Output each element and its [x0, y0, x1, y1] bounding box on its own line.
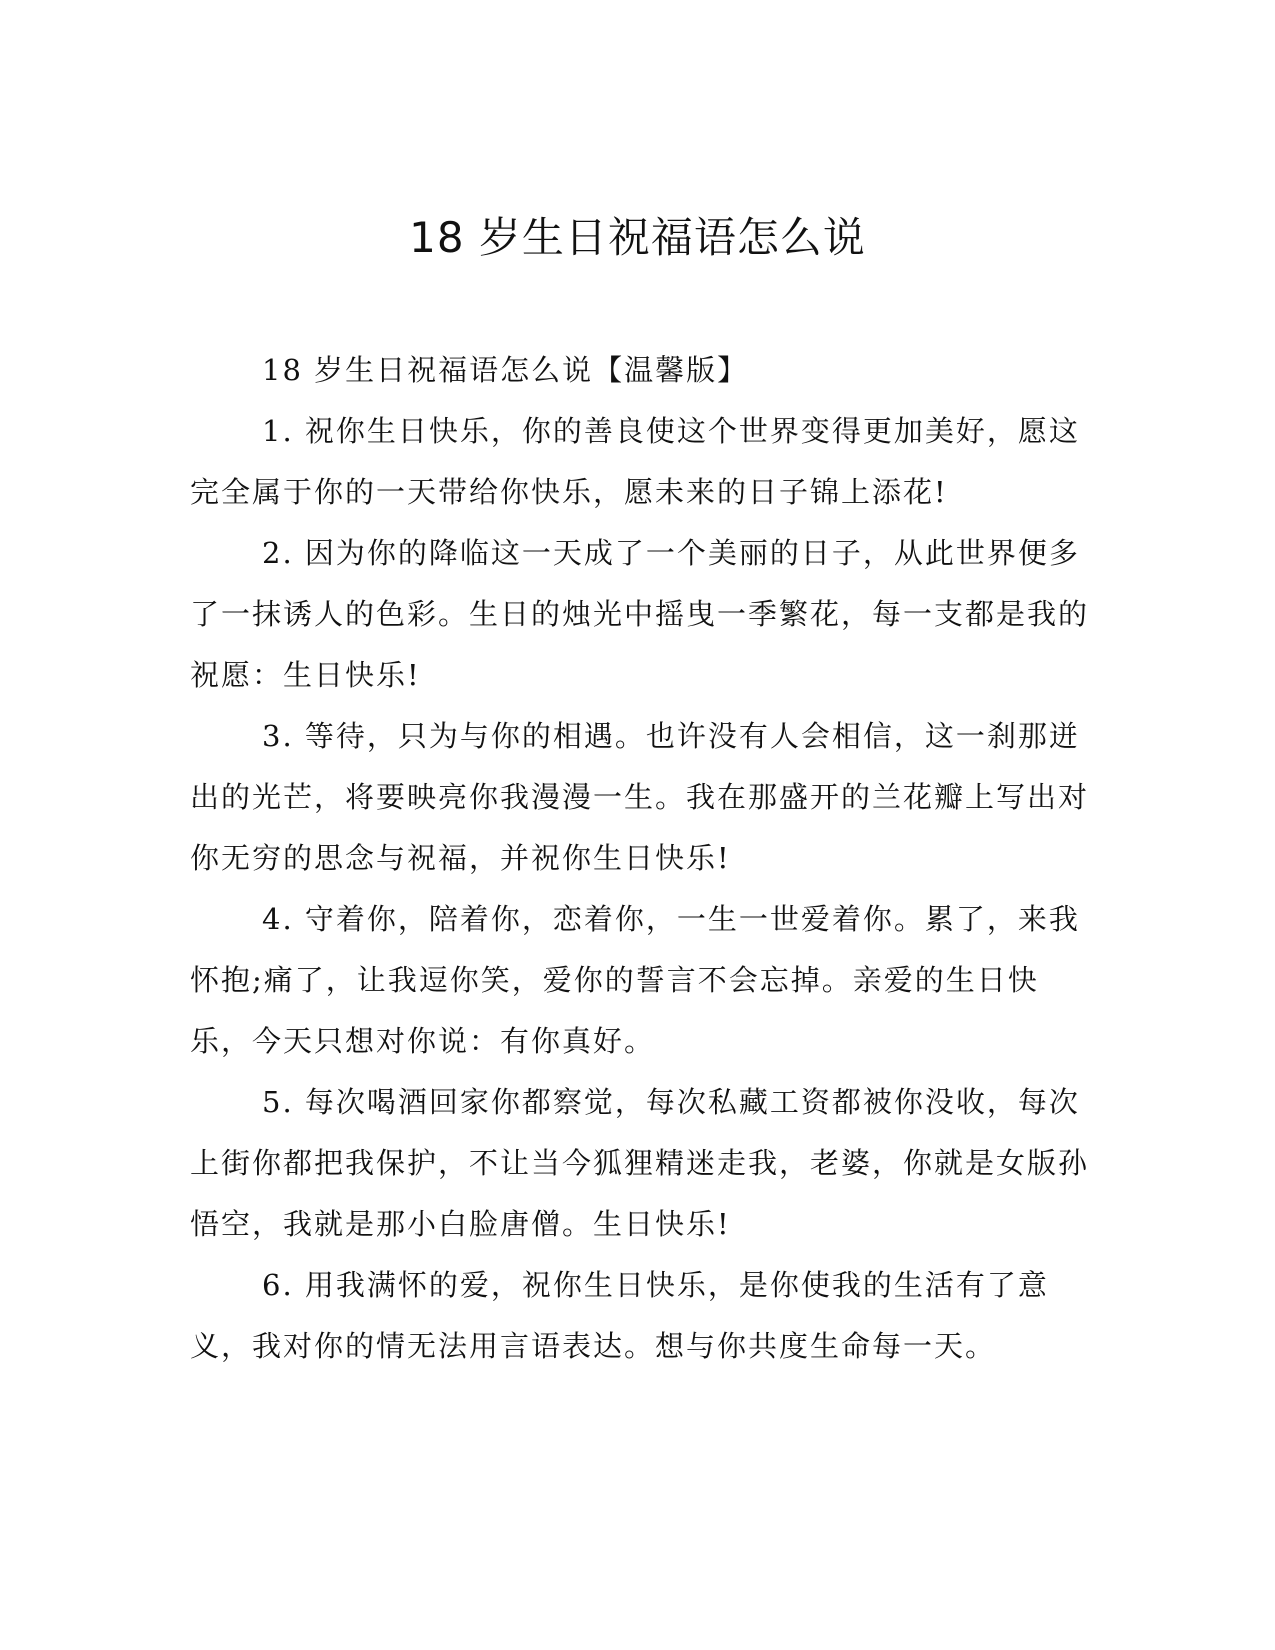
paragraph-4: 4. 守着你，陪着你，恋着你，一生一世爱着你。累了，来我怀抱;痛了，让我逗你笑，爱你的誓言不会忘掉。亲爱的生日快乐，今天只想对你说：有你真好。: [190, 902, 1080, 1058]
paragraph-3: 3. 等待，只为与你的相遇。也许没有人会相信，这一刹那迸出的光芒，将要映亮你我漫漫一生。我在那盛开的兰花瓣上写出对你无穷的思念与祝福，并祝你生日快乐!: [190, 719, 1090, 875]
section-heading: 18 岁生日祝福语怎么说【温馨版】: [262, 353, 749, 387]
document-body: [190, 340, 1090, 1377]
paragraph-2: 2. 因为你的降临这一天成了一个美丽的日子，从此世界便多了一抹诱人的色彩。生日的烛光中摇曳一季繁花，每一支都是我的祝愿：生日快乐!: [190, 536, 1090, 692]
document-title: 18 岁生日祝福语怎么说: [409, 213, 866, 262]
paragraph-1: 1. 祝你生日快乐，你的善良使这个世界变得更加美好，愿这完全属于你的一天带给你快乐，愿未来的日子锦上添花!: [190, 414, 1080, 509]
paragraph-6: 6. 用我满怀的爱，祝你生日快乐，是你使我的生活有了意义，我对你的情无法用言语表达。想与你共度生命每一天。: [190, 1268, 1049, 1363]
paragraph-5: 5. 每次喝酒回家你都察觉，每次私藏工资都被你没收，每次上街你都把我保护，不让当今狐狸精迷走我，老婆，你就是女版孙悟空，我就是那小白脸唐僧。生日快乐!: [190, 1085, 1090, 1241]
